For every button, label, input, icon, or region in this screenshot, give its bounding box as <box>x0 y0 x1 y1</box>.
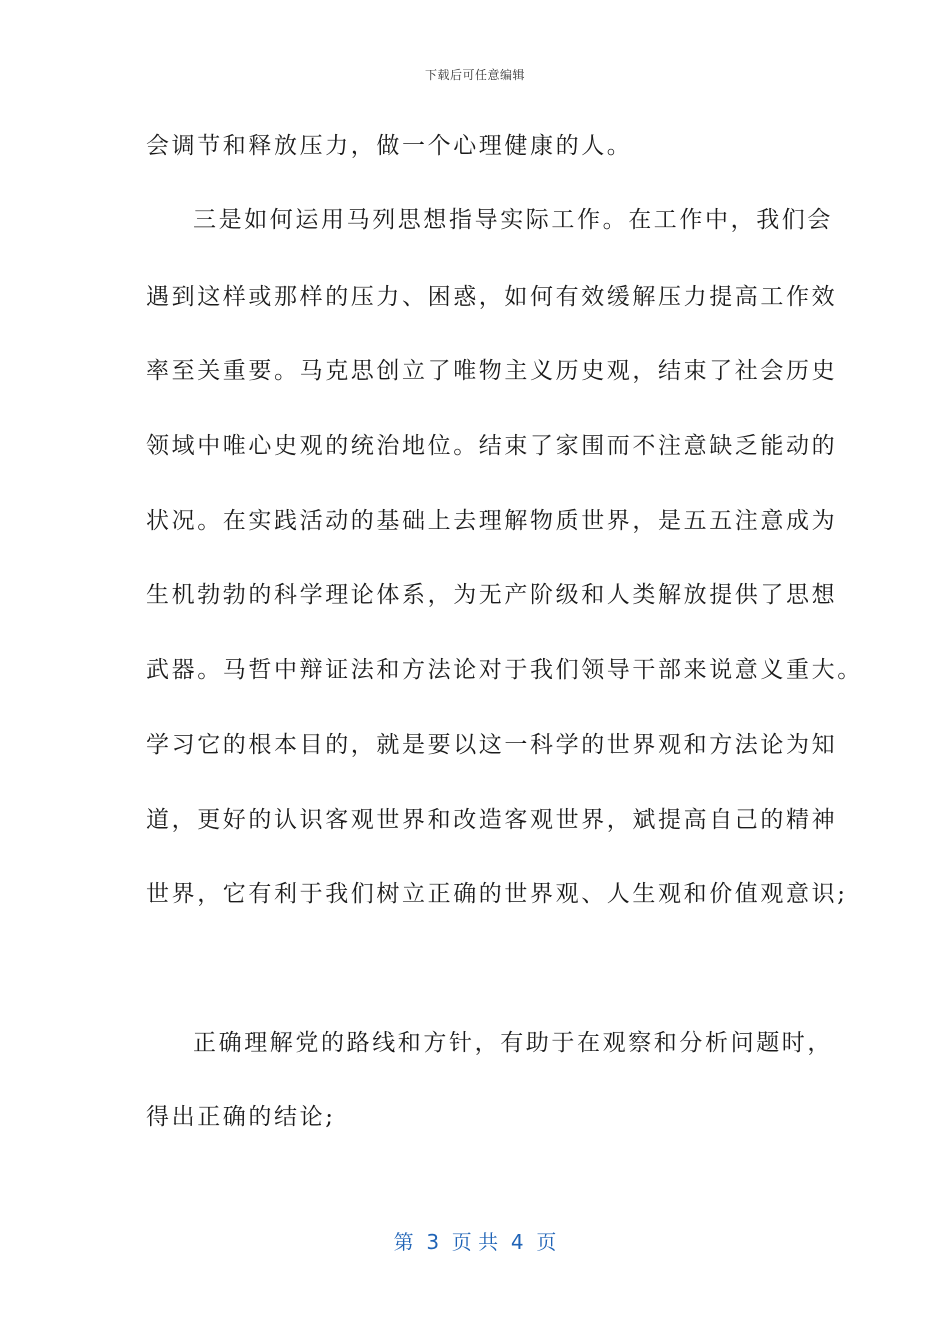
body-line-4: 率至关重要。马克思创立了唯物主义历史观，结束了社会历史 <box>146 358 838 384</box>
body-line-6: 状况。在实践活动的基础上去理解物质世界，是五五注意成为 <box>146 508 838 534</box>
page-number-footer: 第 3 页 共 4 页 <box>393 1230 557 1254</box>
body-line-10: 道，更好的认识客观世界和改造客观世界，斌提高自己的精神 <box>146 807 838 833</box>
body-line-13: 得出正确的结论; <box>146 1104 336 1130</box>
body-line-8: 武器。马哲中辩证法和方法论对于我们领导干部来说意义重大。 <box>146 657 863 683</box>
body-line-11: 世界，它有利于我们树立正确的世界观、人生观和价值观意识; <box>146 881 848 907</box>
body-line-1: 会调节和释放压力，做一个心理健康的人。 <box>146 133 633 159</box>
page-header-note: 下载后可任意编辑 <box>424 68 525 82</box>
body-line-2: 三是如何运用马列思想指导实际工作。在工作中，我们会 <box>193 207 833 233</box>
body-line-9: 学习它的根本目的，就是要以这一科学的世界观和方法论为知 <box>146 732 838 758</box>
body-line-12: 正确理解党的路线和方针，有助于在观察和分析问题时， <box>193 1030 833 1056</box>
body-line-3: 遇到这样或那样的压力、困惑，如何有效缓解压力提高工作效 <box>146 284 838 310</box>
body-line-5: 领域中唯心史观的统治地位。结束了家围而不注意缺乏能动的 <box>146 433 838 459</box>
body-line-7: 生机勃勃的科学理论体系，为无产阶级和人类解放提供了思想 <box>146 582 838 608</box>
